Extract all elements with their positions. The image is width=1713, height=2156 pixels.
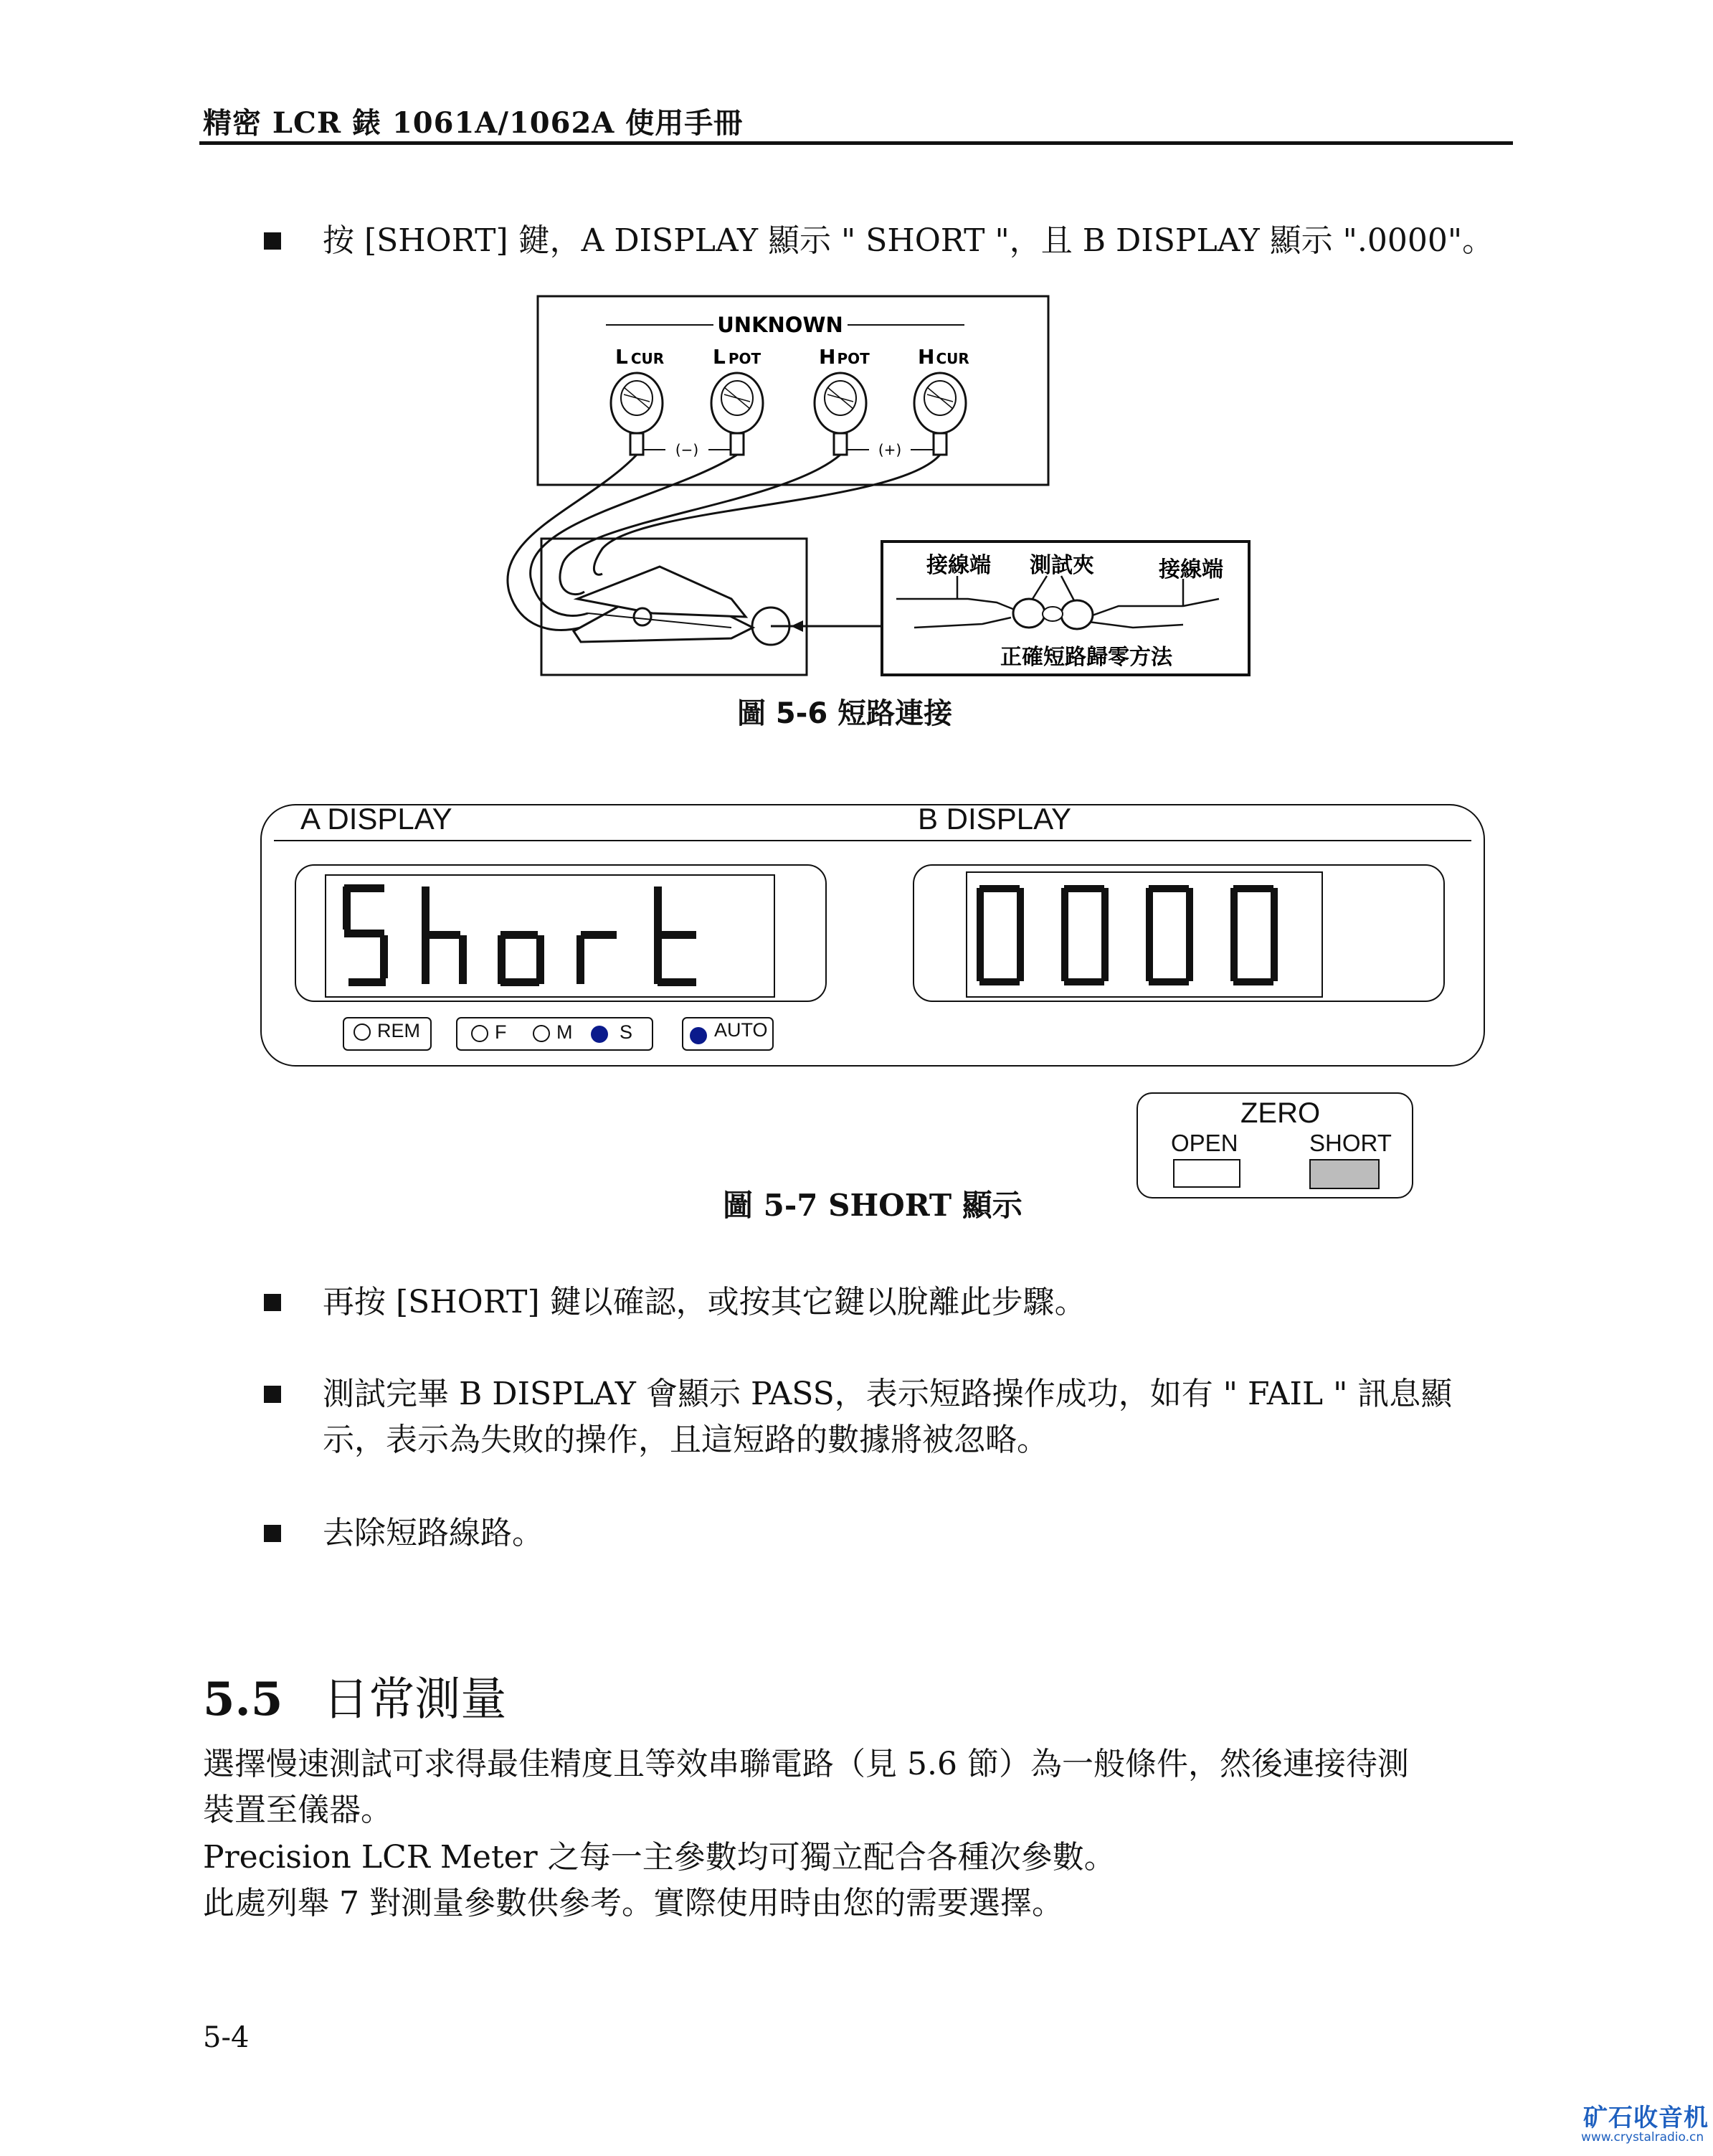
bullet-text-continued: 示，表示為失敗的操作，且這短路的數據將被忽略。 bbox=[323, 1422, 1048, 1458]
watermark-url: www.crystalradio.cn bbox=[1581, 2130, 1704, 2145]
f-label: F bbox=[495, 1021, 507, 1043]
a-readout-text: Short bbox=[546, 939, 551, 940]
short-button[interactable] bbox=[1309, 1159, 1380, 1189]
zero-title: ZERO bbox=[1240, 1097, 1321, 1129]
auto-lamp-icon bbox=[690, 1027, 707, 1044]
figure-5-6-caption: 圖 5-6 短路連接 bbox=[737, 697, 953, 730]
body-paragraph: Precision LCR Meter 之每一主參數均可獨立配合各種次參數。 bbox=[203, 1839, 1116, 1876]
body-paragraph: 此處列舉 7 對測量參數供參考。實際使用時由您的需要選擇。 bbox=[203, 1885, 1063, 1921]
terminal-label-h-pot: H POT bbox=[819, 345, 870, 369]
inset-label-left: 接線端 bbox=[926, 553, 991, 578]
figure-5-7-caption: 圖 5-7 SHORT 顯示 bbox=[723, 1188, 1022, 1223]
test-clip-icon bbox=[574, 567, 753, 642]
open-label: OPEN bbox=[1171, 1130, 1238, 1156]
clip-jaw-icon bbox=[1013, 599, 1045, 628]
page-number: 5-4 bbox=[203, 2021, 250, 2054]
figure-5-6-diagram bbox=[495, 290, 1255, 692]
terminal-label-h-cur: H CUR bbox=[918, 345, 969, 369]
rem-label: REM bbox=[377, 1020, 420, 1041]
open-button[interactable] bbox=[1173, 1159, 1240, 1188]
minus-label: (−) bbox=[675, 441, 699, 458]
section-number: 5.5 bbox=[203, 1673, 283, 1726]
header-rule bbox=[199, 141, 1513, 145]
clip-jaw-icon bbox=[1061, 600, 1093, 629]
m-label: M bbox=[556, 1021, 573, 1043]
figure-5-7-panel bbox=[260, 803, 1487, 1069]
bullet-text: 按 [SHORT] 鍵，A DISPLAY 顯示 " SHORT "，且 B DISPLAY 顯示 ".0000"。 bbox=[323, 222, 1494, 259]
inset-label-center: 測試夾 bbox=[1030, 553, 1094, 578]
bullet-text: 測試完畢 B DISPLAY 會顯示 PASS，表示短路操作成功，如有 " FAIL " 訊息顯 bbox=[323, 1376, 1453, 1412]
terminal-label-l-cur: L CUR bbox=[615, 345, 665, 369]
section-title: 日常測量 bbox=[323, 1673, 507, 1726]
inset-caption: 正確短路歸零方法 bbox=[1000, 645, 1172, 670]
a-display-label: A DISPLAY bbox=[300, 802, 452, 836]
running-header: 精密 LCR 錶 1061A/1062A 使用手冊 bbox=[203, 106, 744, 140]
bullet-square-icon bbox=[264, 1525, 281, 1542]
short-label: SHORT bbox=[1309, 1130, 1392, 1156]
bullet-text: 再按 [SHORT] 鍵以確認，或按其它鍵以脫離此步驟。 bbox=[323, 1284, 1086, 1320]
body-paragraph: 裝置至儀器。 bbox=[203, 1792, 392, 1828]
section-heading bbox=[203, 1663, 506, 1729]
bullet-square-icon bbox=[264, 1386, 281, 1403]
rem-lamp-icon bbox=[353, 1023, 371, 1041]
bullet-square-icon bbox=[264, 232, 281, 250]
s-lamp-icon bbox=[591, 1026, 608, 1043]
m-lamp-icon bbox=[533, 1025, 550, 1042]
bullet-text: 去除短路線路。 bbox=[323, 1515, 544, 1551]
s-label: S bbox=[620, 1021, 633, 1043]
inset-label-right: 接線端 bbox=[1159, 557, 1223, 582]
body-paragraph: 選擇慢速測試可求得最佳精度且等效串聯電路（見 5.6 節）為一般條件，然後連接待測 bbox=[203, 1746, 1409, 1782]
plus-label: (+) bbox=[878, 441, 902, 458]
terminal-label-l-pot: L POT bbox=[713, 345, 761, 369]
f-lamp-icon bbox=[471, 1025, 488, 1042]
unknown-label: UNKNOWN bbox=[717, 313, 843, 337]
auto-label: AUTO bbox=[714, 1019, 768, 1041]
bullet-square-icon bbox=[264, 1294, 281, 1311]
b-display-label: B DISPLAY bbox=[918, 802, 1071, 836]
watermark-logo: 矿石收音机 bbox=[1583, 2104, 1709, 2132]
